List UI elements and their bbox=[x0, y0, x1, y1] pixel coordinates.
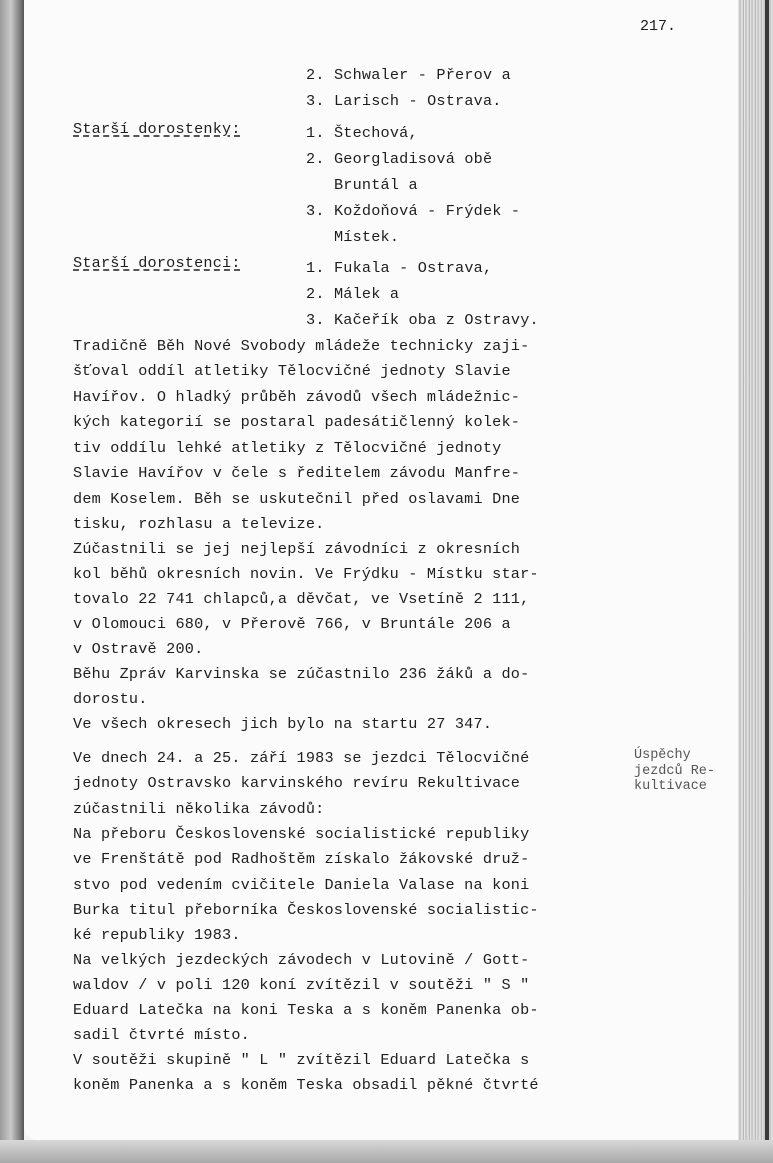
scan-left-edge bbox=[0, 0, 24, 1163]
text-line: dorostu. bbox=[73, 690, 148, 708]
text-line: koněm Panenka a s koněm Teska obsadil pěkné čtvrté bbox=[73, 1076, 539, 1094]
text-line: Na velkých jezdeckých závodech v Lutovině / Gott- bbox=[73, 951, 530, 969]
result-line: Místek. bbox=[306, 228, 400, 246]
text-line: sadil čtvrté místo. bbox=[73, 1026, 250, 1044]
document-page bbox=[24, 0, 738, 1140]
result-line: 3. Koždoňová - Frýdek - bbox=[306, 202, 521, 220]
text-line: Zúčastnili se jej nejlepší závodníci z okresních bbox=[73, 540, 521, 558]
text-line: stvo pod vedením cvičitele Daniela Valase na koni bbox=[73, 876, 530, 894]
text-line: Havířov. O hladký průběh závodů všech mládežnic- bbox=[73, 388, 521, 406]
text-line: zúčastnili několika závodů: bbox=[73, 800, 325, 818]
text-line: V soutěži skupině " L " zvítězil Eduard Latečka s bbox=[73, 1051, 530, 1069]
text-line: v Olomouci 680, v Přerově 766, v Bruntále 206 a bbox=[73, 615, 511, 633]
text-line: tovalo 22 741 chlapců,a děvčat, ve Vsetíně 2 111, bbox=[73, 590, 530, 608]
text-line: dem Koselem. Běh se uskutečnil před oslavami Dne bbox=[73, 490, 521, 508]
text-line: Ve všech okresech jich bylo na startu 27 347. bbox=[73, 715, 493, 733]
book-binding-edge bbox=[738, 0, 773, 1163]
text-line: Běhu Zpráv Karvinska se zúčastnilo 236 žáků a do- bbox=[73, 665, 530, 683]
section-heading-boys: Starší dorostenci: bbox=[73, 254, 241, 272]
text-line: tisku, rozhlasu a televize. bbox=[73, 515, 325, 533]
text-line: tiv oddílu lehké atletiky z Tělocvičné jednoty bbox=[73, 439, 502, 457]
text-line: šťoval oddíl atletiky Tělocvičné jednoty Slavie bbox=[73, 362, 511, 380]
result-line: 2. Málek a bbox=[306, 285, 400, 303]
text-line: waldov / v poli 120 koní zvítězil v soutěži " S " bbox=[73, 976, 530, 994]
result-line: 2. Schwaler - Přerov a bbox=[306, 66, 511, 84]
text-line: Slavie Havířov v čele s ředitelem závodu Manfre- bbox=[73, 464, 521, 482]
text-line: Na přeboru Československé socialistické republiky bbox=[73, 825, 530, 843]
text-line: ké republiky 1983. bbox=[73, 926, 241, 944]
margin-note: Úspěchy jezdců Re- kultivace bbox=[634, 748, 716, 794]
scan-bottom-edge bbox=[0, 1140, 773, 1163]
text-line: Ve dnech 24. a 25. září 1983 se jezdci Tělocvičné bbox=[73, 749, 530, 767]
result-line: 1. Fukala - Ostrava, bbox=[306, 259, 493, 277]
text-line: Tradičně Běh Nové Svobody mládeže technicky zaji- bbox=[73, 337, 530, 355]
text-line: Eduard Latečka na koni Teska a s koněm Panenka ob- bbox=[73, 1001, 539, 1019]
section-heading-girls: Starší dorostenky: bbox=[73, 120, 241, 138]
result-line: 3. Larisch - Ostrava. bbox=[306, 92, 502, 110]
text-line: v Ostravě 200. bbox=[73, 640, 204, 658]
text-line: Burka titul přeborníka Československé socialistic- bbox=[73, 901, 539, 919]
text-line: ve Frenštátě pod Radhoštěm získalo žákovské druž- bbox=[73, 850, 530, 868]
text-line: jednoty Ostravsko karvinského revíru Rekultivace bbox=[73, 774, 521, 792]
text-line: kých kategorií se postaral padesátičlenný kolek- bbox=[73, 413, 521, 431]
result-line: 2. Georgladisová obě bbox=[306, 150, 493, 168]
result-line: Bruntál a bbox=[306, 176, 418, 194]
text-line: kol běhů okresních novin. Ve Frýdku - Místku star- bbox=[73, 565, 539, 583]
page-number: 217. bbox=[640, 18, 677, 35]
result-line: 1. Štechová, bbox=[306, 124, 418, 142]
result-line: 3. Kačeřík oba z Ostravy. bbox=[306, 311, 539, 329]
